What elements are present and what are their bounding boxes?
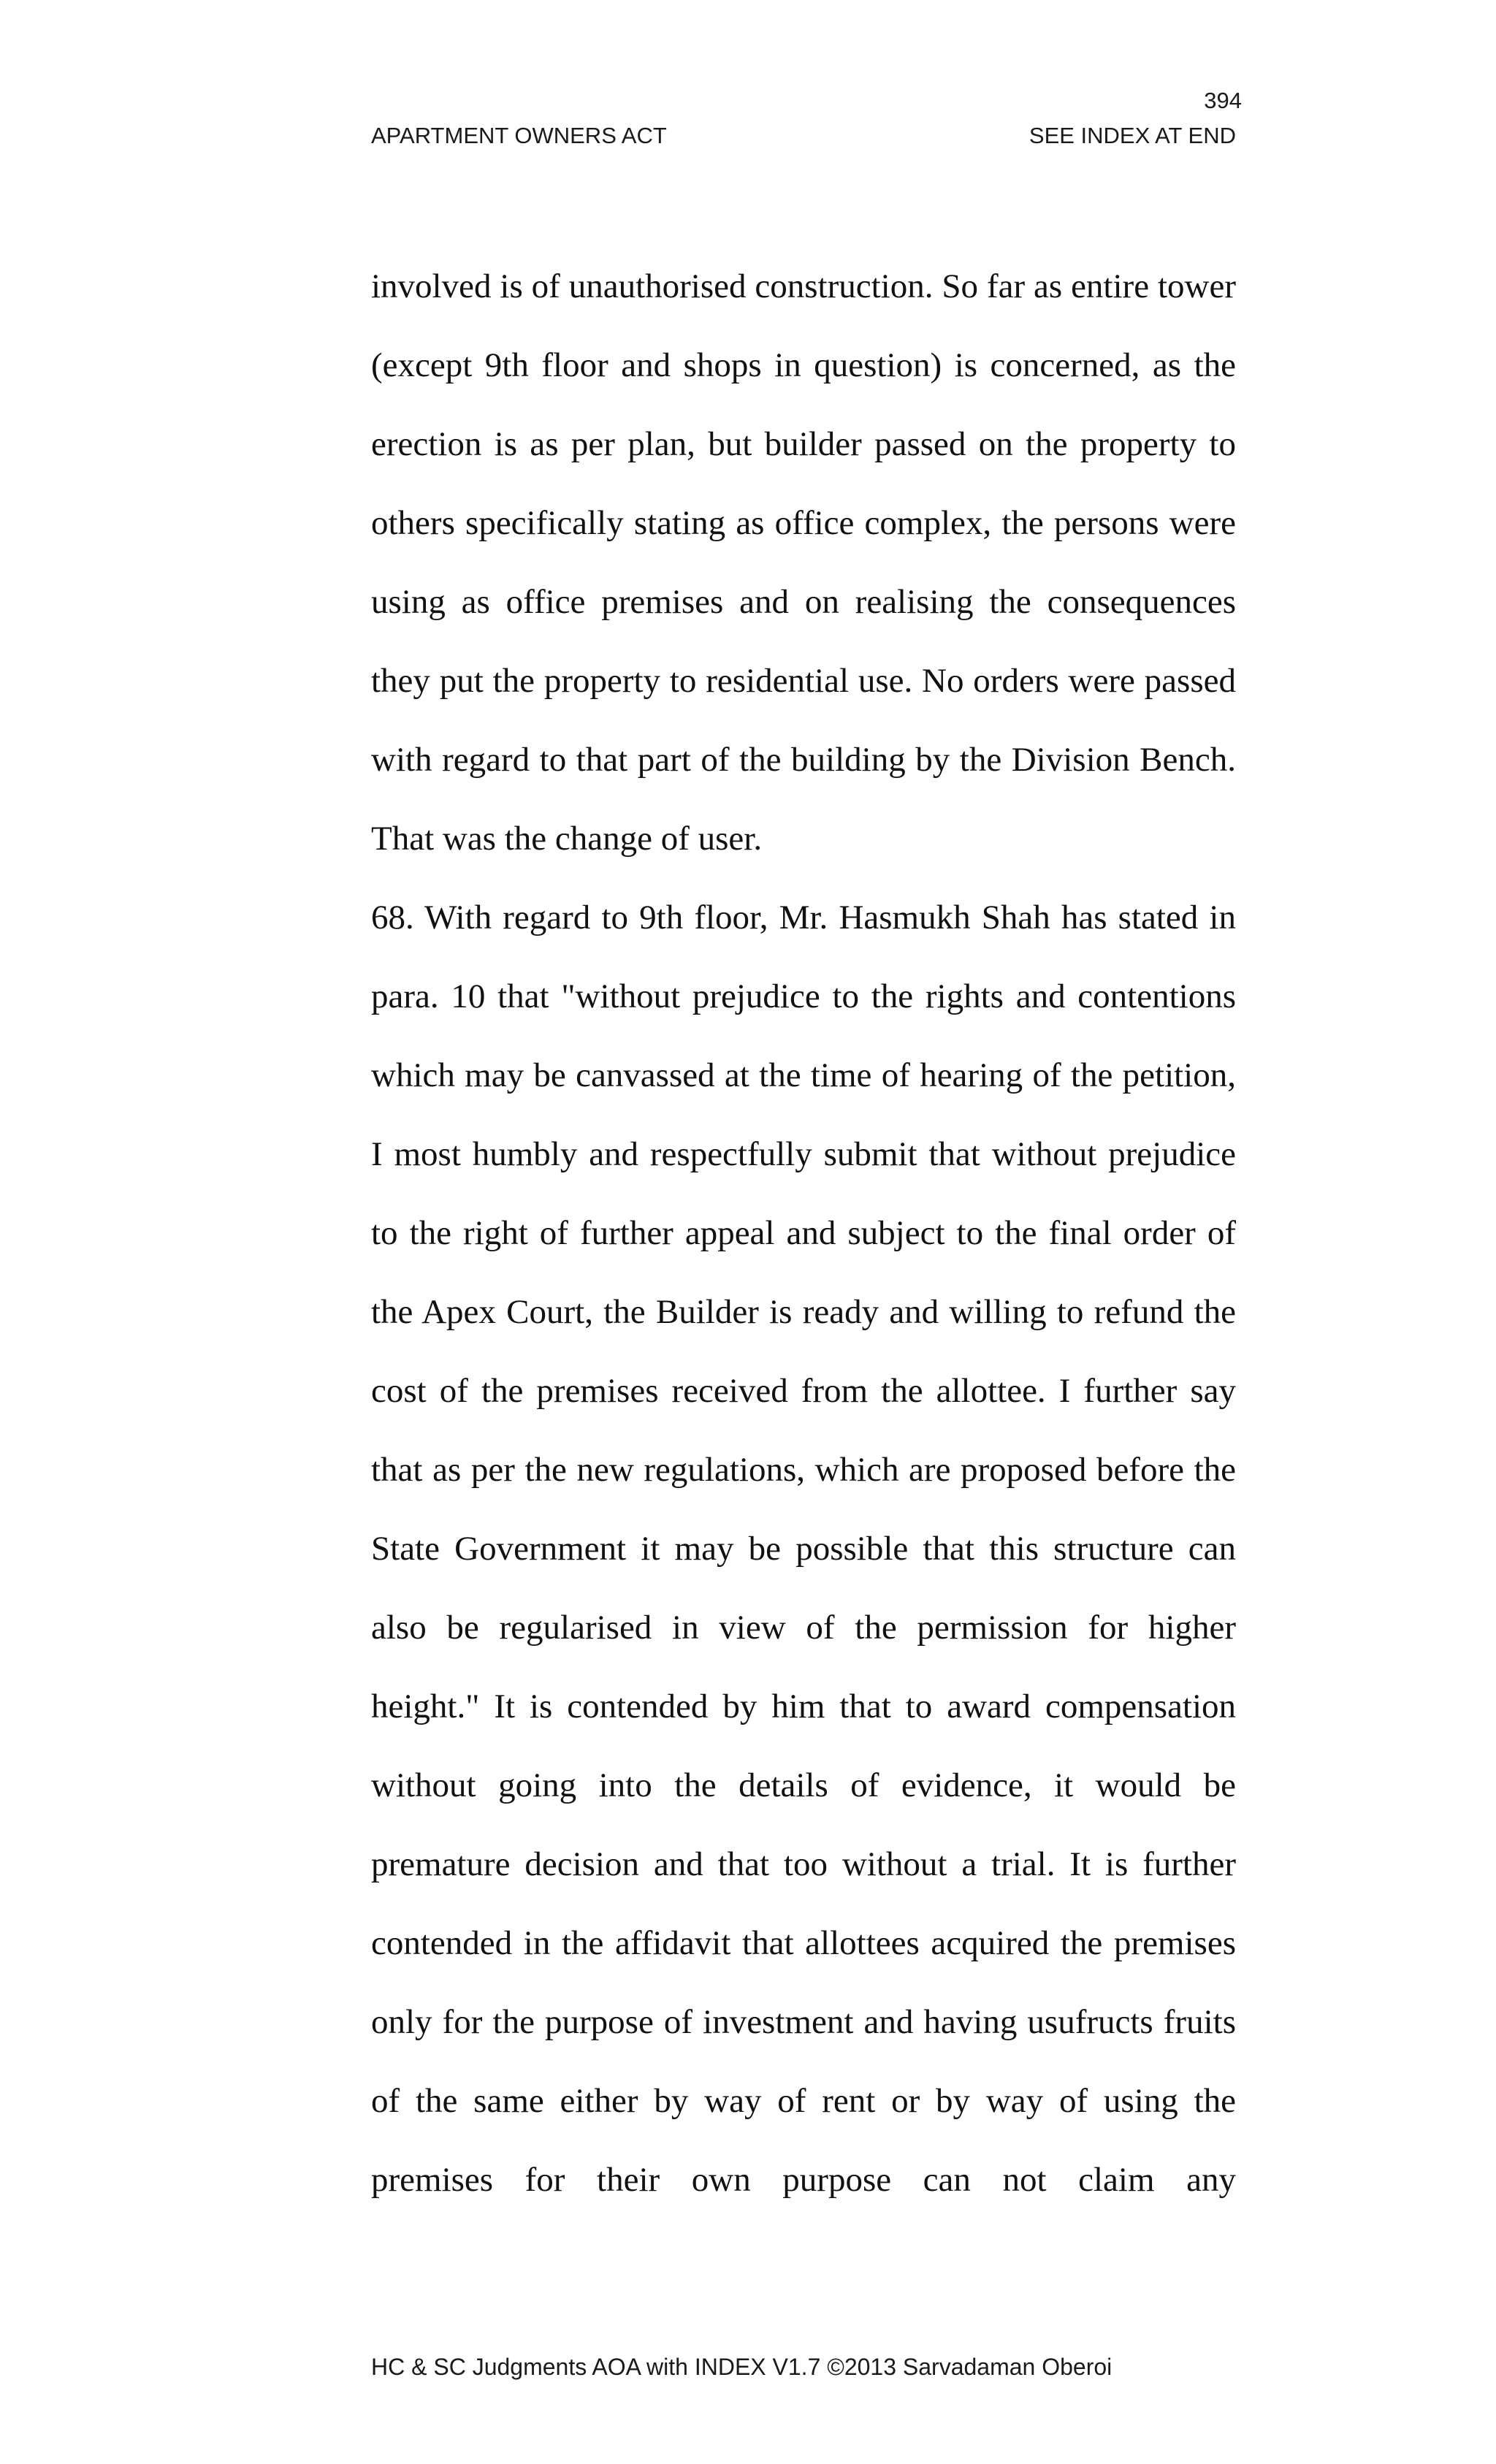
body-text: [371, 262, 1236, 2234]
text-line: without going into the details of evidence, it would be: [371, 1766, 1236, 1804]
text-line: which may be canvassed at the time of hearing of the petition,: [371, 1056, 1236, 1094]
text-line: also be regularised in view of the permission for higher: [371, 1609, 1236, 1647]
header-left-title: APARTMENT OWNERS ACT: [371, 123, 667, 148]
text-line: 68. With regard to 9th floor, Mr. Hasmukh Shah has stated in: [371, 899, 1236, 937]
text-line: they put the property to residential use. No orders were passed: [371, 662, 1236, 700]
text-line: to the right of further appeal and subject to the final order of: [371, 1214, 1236, 1252]
text-line: of the same either by way of rent or by way of using the: [371, 2082, 1236, 2120]
text-line: para. 10 that "without prejudice to the rights and contentions: [371, 977, 1236, 1015]
text-line: premises for their own purpose can not claim any: [371, 2161, 1236, 2199]
text-line: erection is as per plan, but builder passed on the property to: [371, 425, 1236, 463]
text-line: I most humbly and respectfully submit that without prejudice: [371, 1135, 1236, 1173]
header-right-title: SEE INDEX AT END: [1028, 123, 1236, 148]
text-line: (except 9th floor and shops in question) is concerned, as the: [371, 346, 1236, 384]
running-header: [371, 121, 1236, 150]
page-footer: HC & SC Judgments AOA with INDEX V1.7 ©2013 Sarvadaman Oberoi: [371, 2354, 1113, 2380]
text-line: That was the change of user.: [371, 820, 763, 858]
text-line: only for the purpose of investment and having usufructs fruits: [371, 2003, 1236, 2041]
text-line: contended in the affidavit that allottees acquired the premises: [371, 1924, 1236, 1962]
text-line: the Apex Court, the Builder is ready and willing to refund the: [371, 1293, 1236, 1331]
text-line: that as per the new regulations, which are proposed before the: [371, 1451, 1236, 1489]
text-line: premature decision and that too without a trial. It is further: [371, 1845, 1236, 1883]
text-line: others specifically stating as office complex, the persons were: [371, 504, 1236, 542]
page-number: 394: [1204, 88, 1242, 113]
text-line: cost of the premises received from the allottee. I further say: [371, 1372, 1236, 1410]
text-line: State Government it may be possible that this structure can: [371, 1530, 1236, 1568]
text-line: using as office premises and on realising the consequences: [371, 583, 1236, 621]
text-line: height." It is contended by him that to award compensation: [371, 1687, 1236, 1725]
text-line: involved is of unauthorised construction. So far as entire tower: [371, 267, 1236, 305]
text-line: with regard to that part of the building by the Division Bench.: [371, 741, 1236, 779]
